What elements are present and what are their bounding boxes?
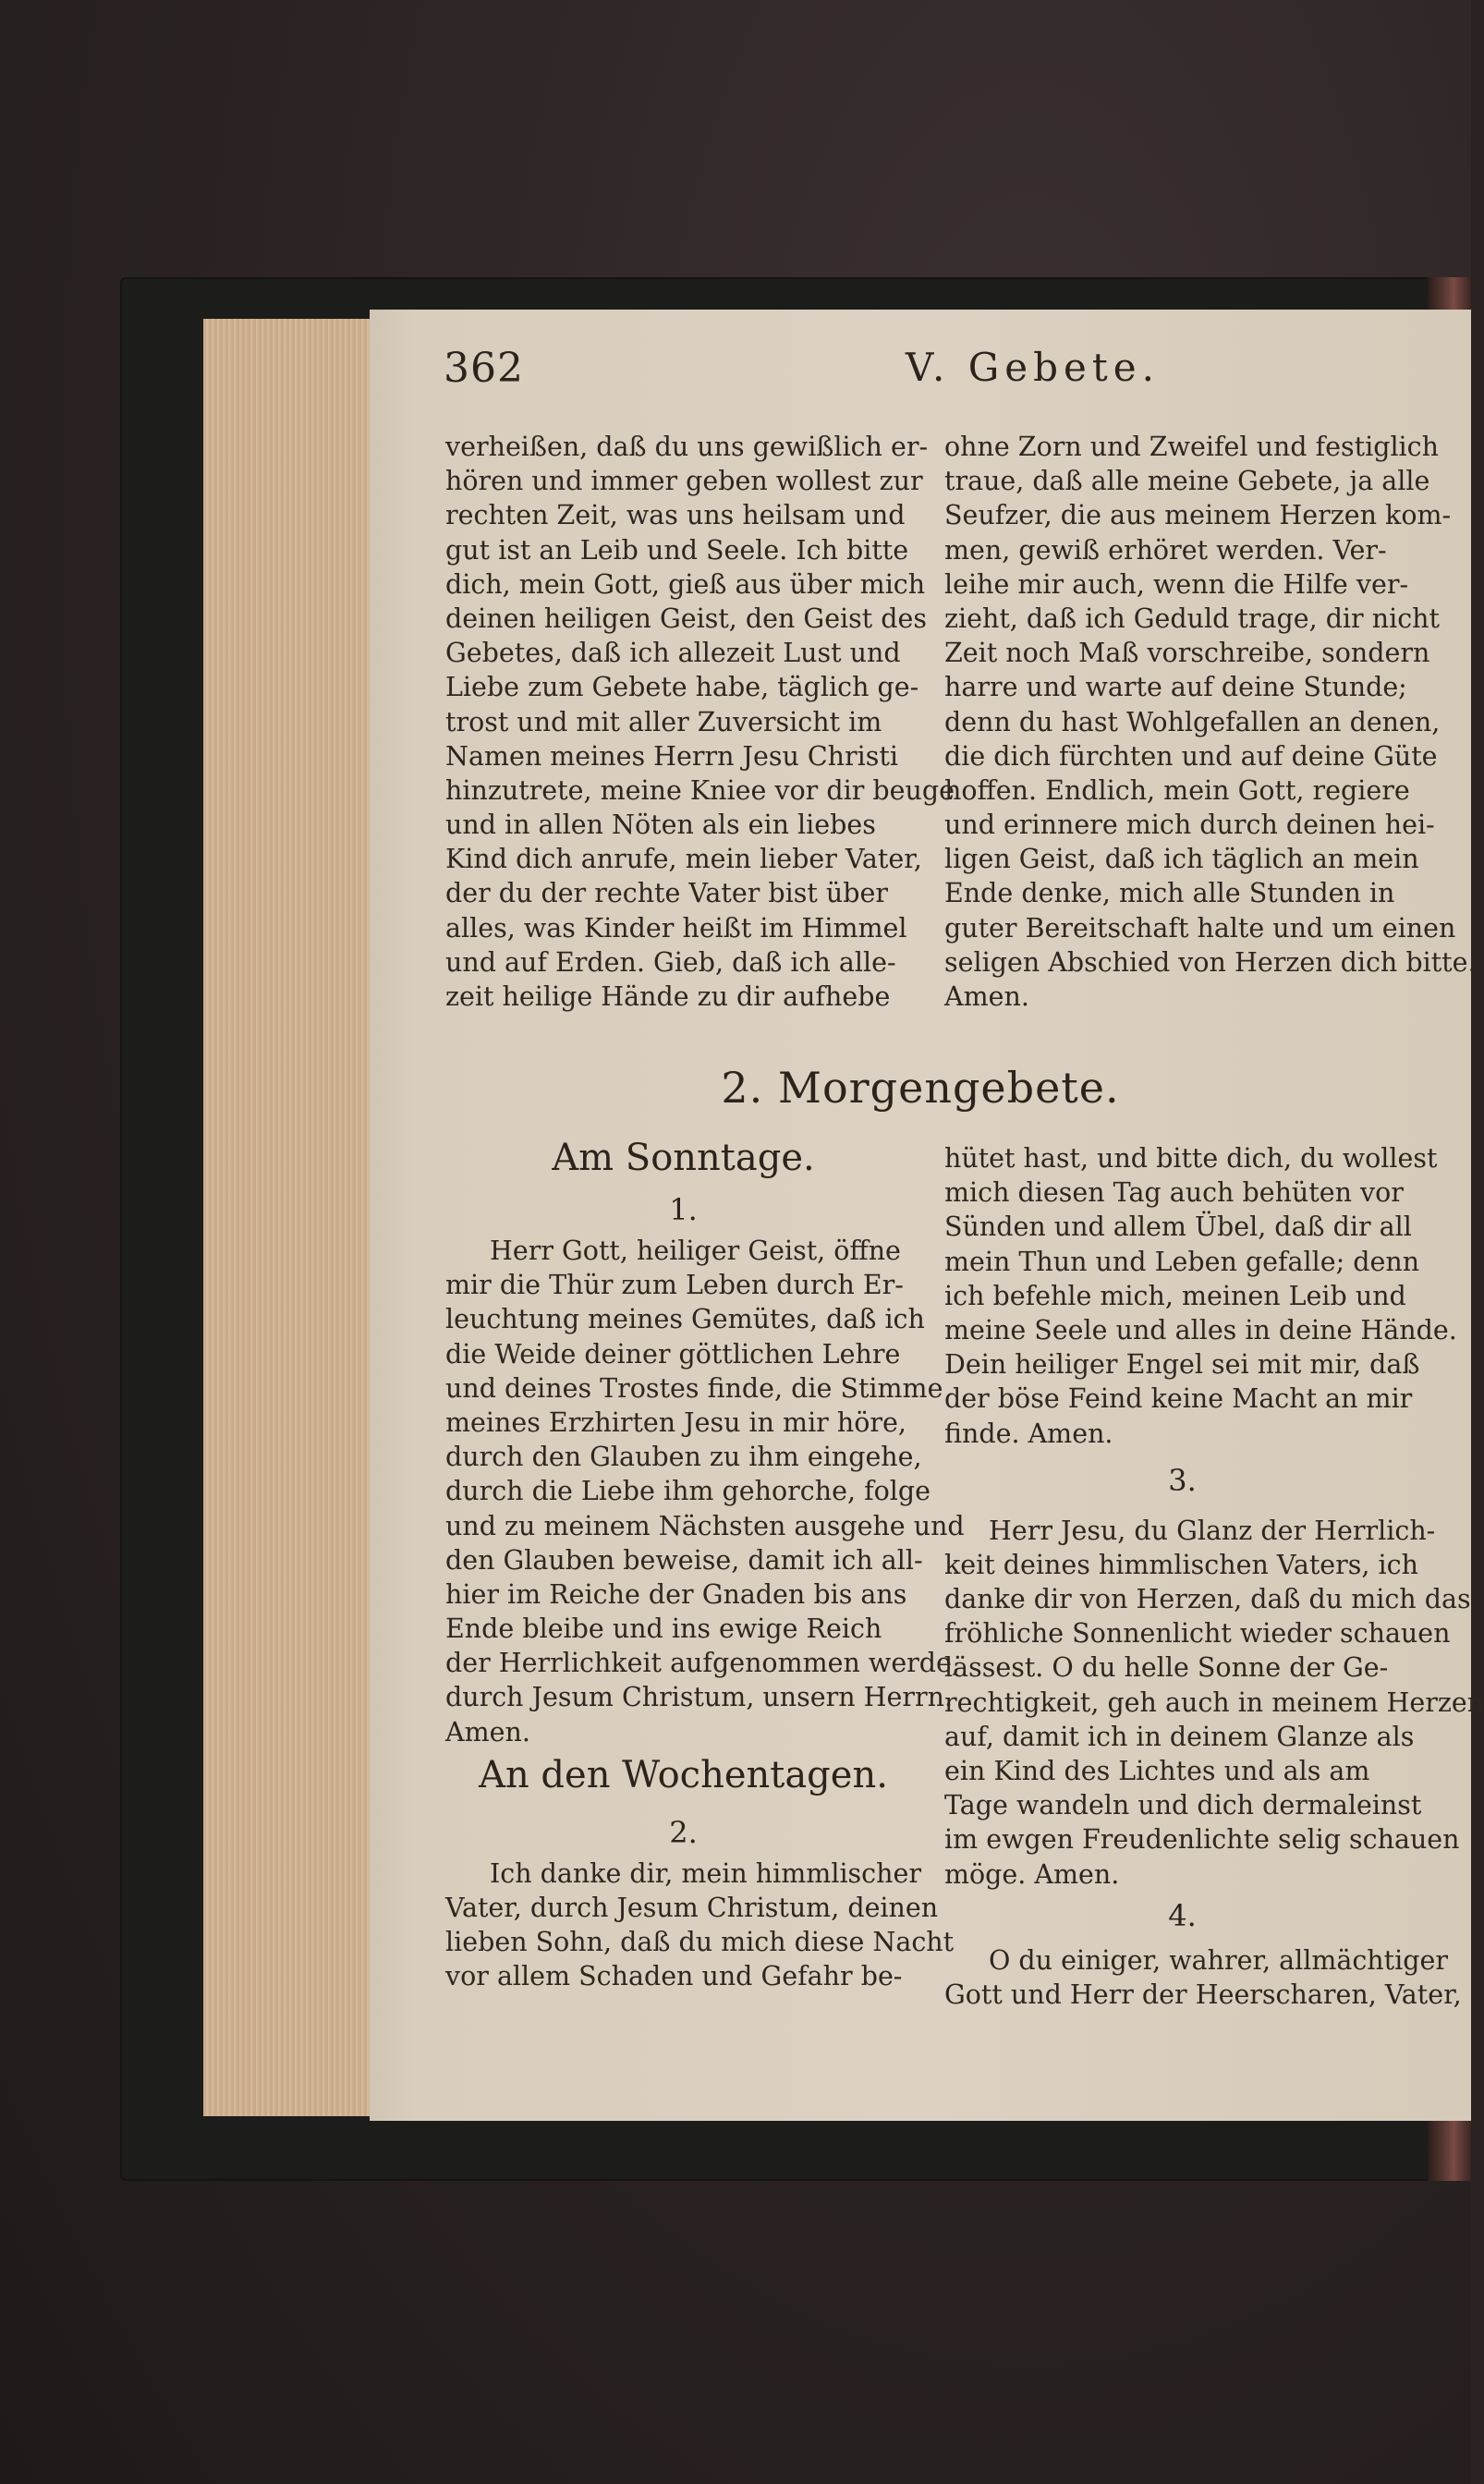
running-title: V. Gebete. bbox=[906, 345, 1160, 390]
text-line: Zeit noch Maß vorschreibe, sondern bbox=[944, 638, 1430, 669]
text-line: seligen Abschied von Herzen dich bitte. bbox=[944, 946, 1477, 978]
text-line: die Weide deiner göttlichen Lehre bbox=[445, 1338, 901, 1370]
text-line: mir die Thür zum Leben durch Er- bbox=[445, 1270, 904, 1301]
page-header bbox=[444, 345, 1414, 400]
text-line: rechtigkeit, geh auch in meinem Herzen bbox=[944, 1686, 1484, 1718]
text-line: ligen Geist, daß ich täglich an mein bbox=[944, 844, 1419, 875]
text-line: und auf Erden. Gieb, daß ich alle- bbox=[445, 946, 896, 978]
text-line: Gott und Herr der Heerscharen, Vater, bbox=[944, 1979, 1462, 2010]
text-line: Dein heiliger Engel sei mit mir, daß bbox=[944, 1349, 1420, 1381]
text-line: fröhliche Sonnenlicht wieder schauen bbox=[944, 1618, 1451, 1650]
text-line: und deines Trostes finde, die Stimme bbox=[445, 1372, 943, 1404]
text-line: ein Kind des Lichtes und als am bbox=[944, 1756, 1370, 1786]
text-line: die dich fürchten und auf deine Güte bbox=[944, 740, 1438, 772]
text-line: Ende bleibe und ins ewige Reich bbox=[445, 1613, 882, 1645]
text-line: traue, daß alle meine Gebete, ja alle bbox=[944, 466, 1430, 497]
text-line: denn du hast Wohlgefallen an denen, bbox=[944, 706, 1441, 737]
text-line: durch die Liebe ihm gehorche, folge bbox=[445, 1476, 931, 1507]
prayer-number: 1. bbox=[669, 1192, 698, 1227]
text-line: Kind dich anrufe, mein lieber Vater, bbox=[445, 844, 922, 875]
prayer-number: 3. bbox=[1168, 1462, 1197, 1498]
text-line: der Herrlichkeit aufgenommen werde, bbox=[445, 1648, 960, 1679]
text-line: Herr Jesu, du Glanz der Herrlich- bbox=[989, 1515, 1436, 1546]
text-line: Herr Gott, heiliger Geist, öffne bbox=[490, 1236, 901, 1266]
text-line: hinzutrete, meine Kniee vor dir beuge bbox=[445, 774, 955, 806]
weekday-heading: An den Wochentagen. bbox=[479, 1753, 888, 1796]
text-line: Seufzer, die aus meinem Herzen kom- bbox=[944, 500, 1452, 531]
text-line: und in allen Nöten als ein liebes bbox=[445, 810, 876, 841]
text-line: leuchtung meines Gemütes, daß ich bbox=[445, 1304, 925, 1335]
text-line: lieben Sohn, daß du mich diese Nacht bbox=[445, 1927, 955, 1958]
text-line: ich befehle mich, meinen Leib und bbox=[944, 1280, 1406, 1311]
text-line: meine Seele und alles in deine Hände. bbox=[944, 1314, 1457, 1346]
text-line: mich diesen Tag auch behüten vor bbox=[944, 1177, 1404, 1209]
text-line: vor allem Schaden und Gefahr be- bbox=[445, 1961, 903, 1992]
text-line: keit deines himmlischen Vaters, ich bbox=[944, 1549, 1418, 1580]
text-line: dich, mein Gott, gieß aus über mich bbox=[445, 568, 926, 600]
text-line: O du einiger, wahrer, allmächtiger bbox=[989, 1944, 1448, 1976]
prayer-number: 2. bbox=[669, 1814, 698, 1850]
bottom-left-column bbox=[445, 1137, 965, 1994]
text-line: den Glauben beweise, damit ich all- bbox=[445, 1544, 923, 1576]
text-line: alles, was Kinder heißt im Himmel bbox=[445, 912, 907, 944]
text-line: durch Jesum Christum, unsern Herrn. bbox=[445, 1682, 954, 1713]
text-line: rechten Zeit, was uns heilsam und bbox=[445, 500, 906, 531]
text-line: trost und mit aller Zuversicht im bbox=[445, 706, 882, 737]
text-line: zeit heilige Hände zu dir aufhebe bbox=[445, 981, 891, 1012]
text-line: ohne Zorn und Zweifel und festiglich bbox=[944, 432, 1439, 462]
text-line: leihe mir auch, wenn die Hilfe ver- bbox=[944, 568, 1409, 600]
text-line: und erinnere mich durch deinen hei- bbox=[944, 810, 1435, 841]
text-line: der du der rechte Vater bist über bbox=[445, 878, 888, 909]
page-number: 362 bbox=[444, 345, 524, 392]
text-line: der böse Feind keine Macht an mir bbox=[944, 1383, 1413, 1415]
text-line: und zu meinem Nächsten ausgehe und bbox=[445, 1510, 965, 1541]
text-line: auf, damit ich in deinem Glanze als bbox=[944, 1721, 1415, 1752]
text-line: Ende denke, mich alle Stunden in bbox=[944, 878, 1395, 909]
text-line: finde. Amen. bbox=[944, 1418, 1113, 1449]
top-right-column bbox=[944, 430, 1477, 1014]
text-line: lässest. O du helle Sonne der Ge- bbox=[944, 1652, 1389, 1684]
text-line: Sünden und allem Übel, daß dir all bbox=[944, 1212, 1412, 1243]
top-left-column bbox=[445, 430, 955, 1014]
text-line: Ich danke dir, mein himmlischer bbox=[490, 1857, 921, 1889]
book-page bbox=[370, 310, 1484, 2121]
text-line: möge. Amen. bbox=[944, 1858, 1120, 1890]
section-title: 2. Morgengebete. bbox=[721, 1063, 1120, 1113]
text-line: danke dir von Herzen, daß du mich das bbox=[944, 1584, 1471, 1615]
bottom-right-column bbox=[944, 1141, 1484, 2012]
text-line: durch den Glauben zu ihm eingehe, bbox=[445, 1442, 922, 1473]
text-line: gut ist an Leib und Seele. Ich bitte bbox=[445, 534, 909, 566]
text-line: hoffen. Endlich, mein Gott, regiere bbox=[944, 774, 1410, 806]
text-line: deinen heiligen Geist, den Geist des bbox=[445, 603, 928, 634]
text-line: verheißen, daß du uns gewißlich er- bbox=[445, 432, 929, 462]
text-line: Liebe zum Gebete habe, täglich ge- bbox=[445, 672, 919, 703]
text-line: hier im Reiche der Gnaden bis ans bbox=[445, 1578, 907, 1610]
text-line: Namen meines Herrn Jesu Christi bbox=[445, 740, 898, 772]
text-line: mein Thun und Leben gefalle; denn bbox=[944, 1246, 1420, 1277]
page-edges bbox=[203, 319, 371, 2116]
text-line: guter Bereitschaft halte und um einen bbox=[944, 912, 1456, 944]
text-line: Tage wandeln und dich dermaleinst bbox=[944, 1790, 1422, 1821]
sunday-heading: Am Sonntage. bbox=[552, 1137, 815, 1179]
text-line: hütet hast, und bitte dich, du wollest bbox=[944, 1143, 1438, 1174]
text-line: im ewgen Freudenlichte selig schauen bbox=[944, 1824, 1460, 1856]
text-line: meines Erzhirten Jesu in mir höre, bbox=[445, 1406, 906, 1438]
prayer-number: 4. bbox=[1168, 1897, 1197, 1933]
text-line: Amen. bbox=[445, 1716, 530, 1747]
text-line: hören und immer geben wollest zur bbox=[445, 466, 923, 497]
text-line: Vater, durch Jesum Christum, deinen bbox=[445, 1893, 939, 1923]
text-line: Gebetes, daß ich allezeit Lust und bbox=[445, 638, 901, 669]
text-line: harre und warte auf deine Stunde; bbox=[944, 672, 1407, 703]
text-line: men, gewiß erhöret werden. Ver- bbox=[944, 534, 1387, 566]
text-line: zieht, daß ich Geduld trage, dir nicht bbox=[944, 603, 1440, 634]
text-line: Amen. bbox=[944, 981, 1029, 1012]
